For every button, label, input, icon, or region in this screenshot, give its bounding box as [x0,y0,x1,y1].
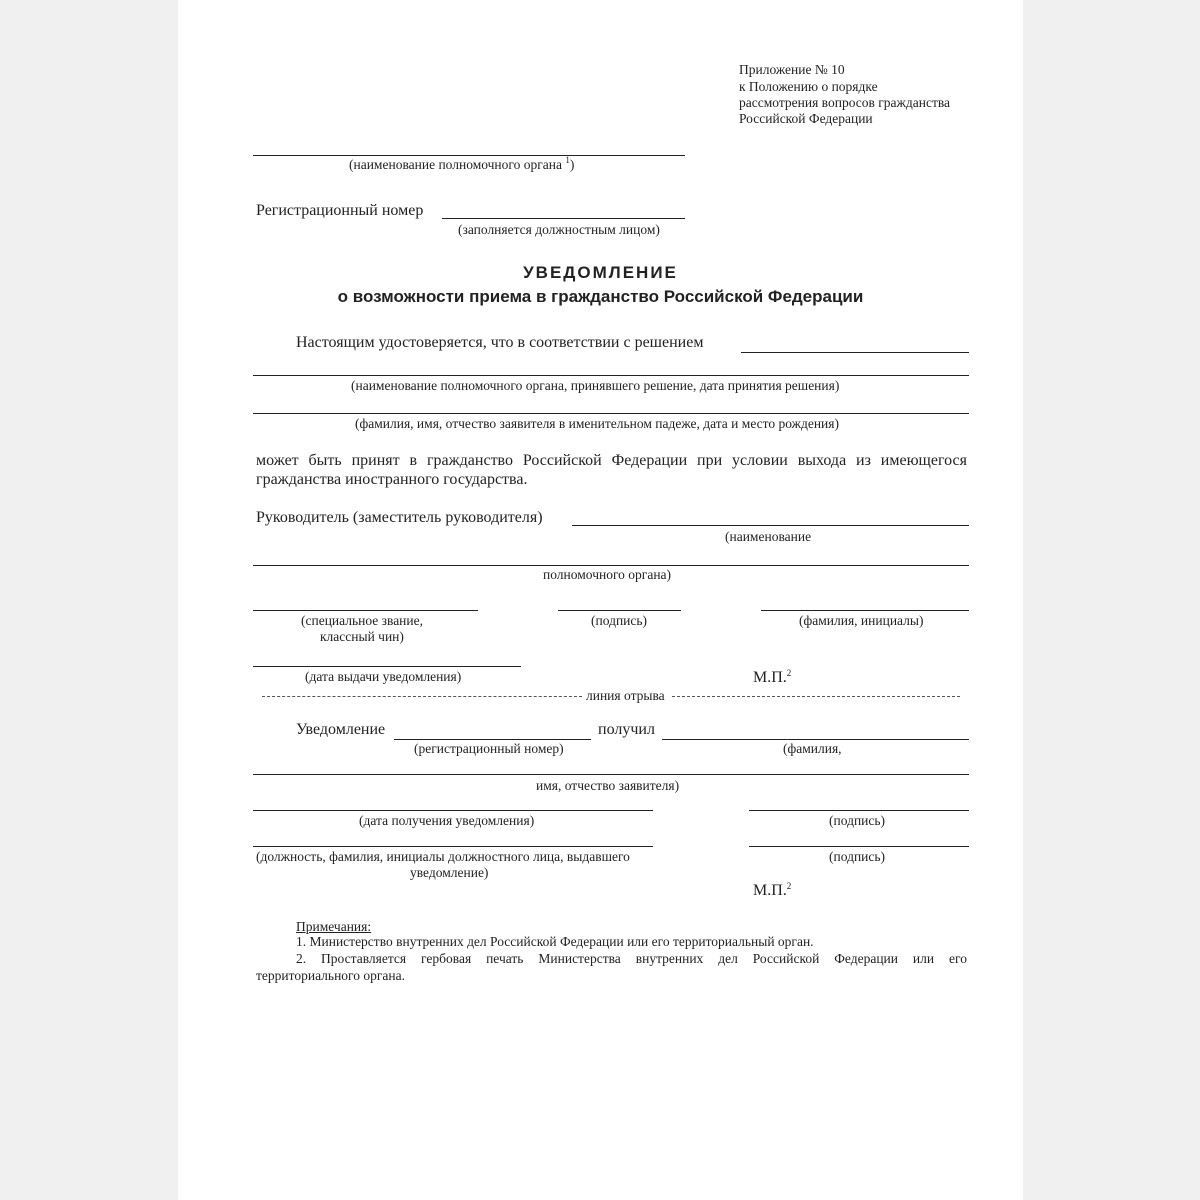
issue-date-caption: (дата выдачи уведомления) [305,669,462,684]
receipt-sign-caption-1: (подпись) [829,813,886,828]
applicant-field-line[interactable] [253,413,969,414]
receipt-date-caption: (дата получения уведомления) [359,813,535,828]
head-label: Руководитель (заместитель руководителя) [256,509,543,526]
note-2-line-2: территориального органа. [256,968,405,983]
org-name-caption-2: полномочного органа) [543,567,672,582]
decision-field-line-1[interactable] [741,352,969,353]
document-title: УВЕДОМЛЕНИЕ [523,263,678,282]
issue-date-field-line[interactable] [253,666,521,667]
authority-caption: (наименование полномочного органа $^1$) [349,155,575,172]
intro-text: Настоящим удостоверяется, что в соответствии с решением [296,334,704,351]
official-field-line[interactable] [253,846,653,847]
appendix-line-1: Приложение № 10 [739,62,845,77]
receipt-notice-label: Уведомление [296,721,386,738]
receipt-sign-field-line-2[interactable] [749,846,969,847]
rank-caption-2: классный чин) [320,629,404,644]
fio-caption: (фамилия, инициалы) [799,613,924,628]
head-org-field-line-1[interactable] [572,525,969,526]
decision-field-line-2[interactable] [253,375,969,376]
note-1: 1. Министерство внутренних дел Российской Федерации или его территориальный орган. [296,934,814,949]
rank-caption-1: (специальное звание, [301,613,424,628]
decision-caption: (наименование полномочного органа, принявшего решение, дата принятия решения) [351,378,840,393]
document-page [178,0,1023,1200]
head-org-field-line-2[interactable] [253,565,969,566]
sign-field-line[interactable] [558,610,681,611]
note-2-line-1: 2. Проставляется гербовая печать Министерства внутренних дел Российской Федерации или его [296,951,967,966]
tear-line-right [672,696,960,697]
reg-number-caption: (заполняется должностным лицом) [458,222,660,237]
rank-field-line[interactable] [253,610,478,611]
paragraph-line-2: гражданства иностранного государства. [256,471,528,488]
tear-line-left [262,696,582,697]
receipt-fio-caption-1: (фамилия, [783,741,842,756]
appendix-line-3: рассмотрения вопросов гражданства [739,95,951,110]
authority-field-line[interactable] [253,155,685,156]
appendix-line-4: Российской Федерации [739,111,873,126]
stamp-place-1: М.П.$^2$ [753,668,792,686]
receipt-received-label: получил [598,721,655,738]
receipt-fio-field-line-2[interactable] [253,774,969,775]
tear-line-label: линия отрыва [586,688,665,703]
receipt-fio-caption-2: имя, отчество заявителя) [536,778,680,793]
official-caption-2: уведомление) [410,865,489,880]
document-subtitle: о возможности приема в гражданство Российской Федерации [337,287,864,306]
fio-field-line[interactable] [761,610,969,611]
notes-heading: Примечания: [296,919,372,934]
reg-number-label: Регистрационный номер [256,202,424,219]
receipt-fio-field-line-1[interactable] [662,739,969,740]
receipt-date-field-line[interactable] [253,810,653,811]
sign-caption: (подпись) [591,613,648,628]
reg-number-field-line[interactable] [442,218,685,219]
receipt-sign-field-line-1[interactable] [749,810,969,811]
stamp-place-2: М.П.$^2$ [753,881,792,899]
applicant-caption: (фамилия, имя, отчество заявителя в именительном падеже, дата и место рождения) [355,416,839,431]
appendix-line-2: к Положению о порядке [739,79,878,94]
receipt-reg-caption: (регистрационный номер) [414,741,564,756]
receipt-sign-caption-2: (подпись) [829,849,886,864]
paragraph-line-1: может быть принят в гражданство Российской Федерации при условии выхода из имеющегося [256,452,967,469]
org-name-caption-1: (наименование [725,529,812,544]
receipt-reg-field-line[interactable] [394,739,591,740]
official-caption-1: (должность, фамилия, инициалы должностного лица, выдавшего [256,849,630,864]
